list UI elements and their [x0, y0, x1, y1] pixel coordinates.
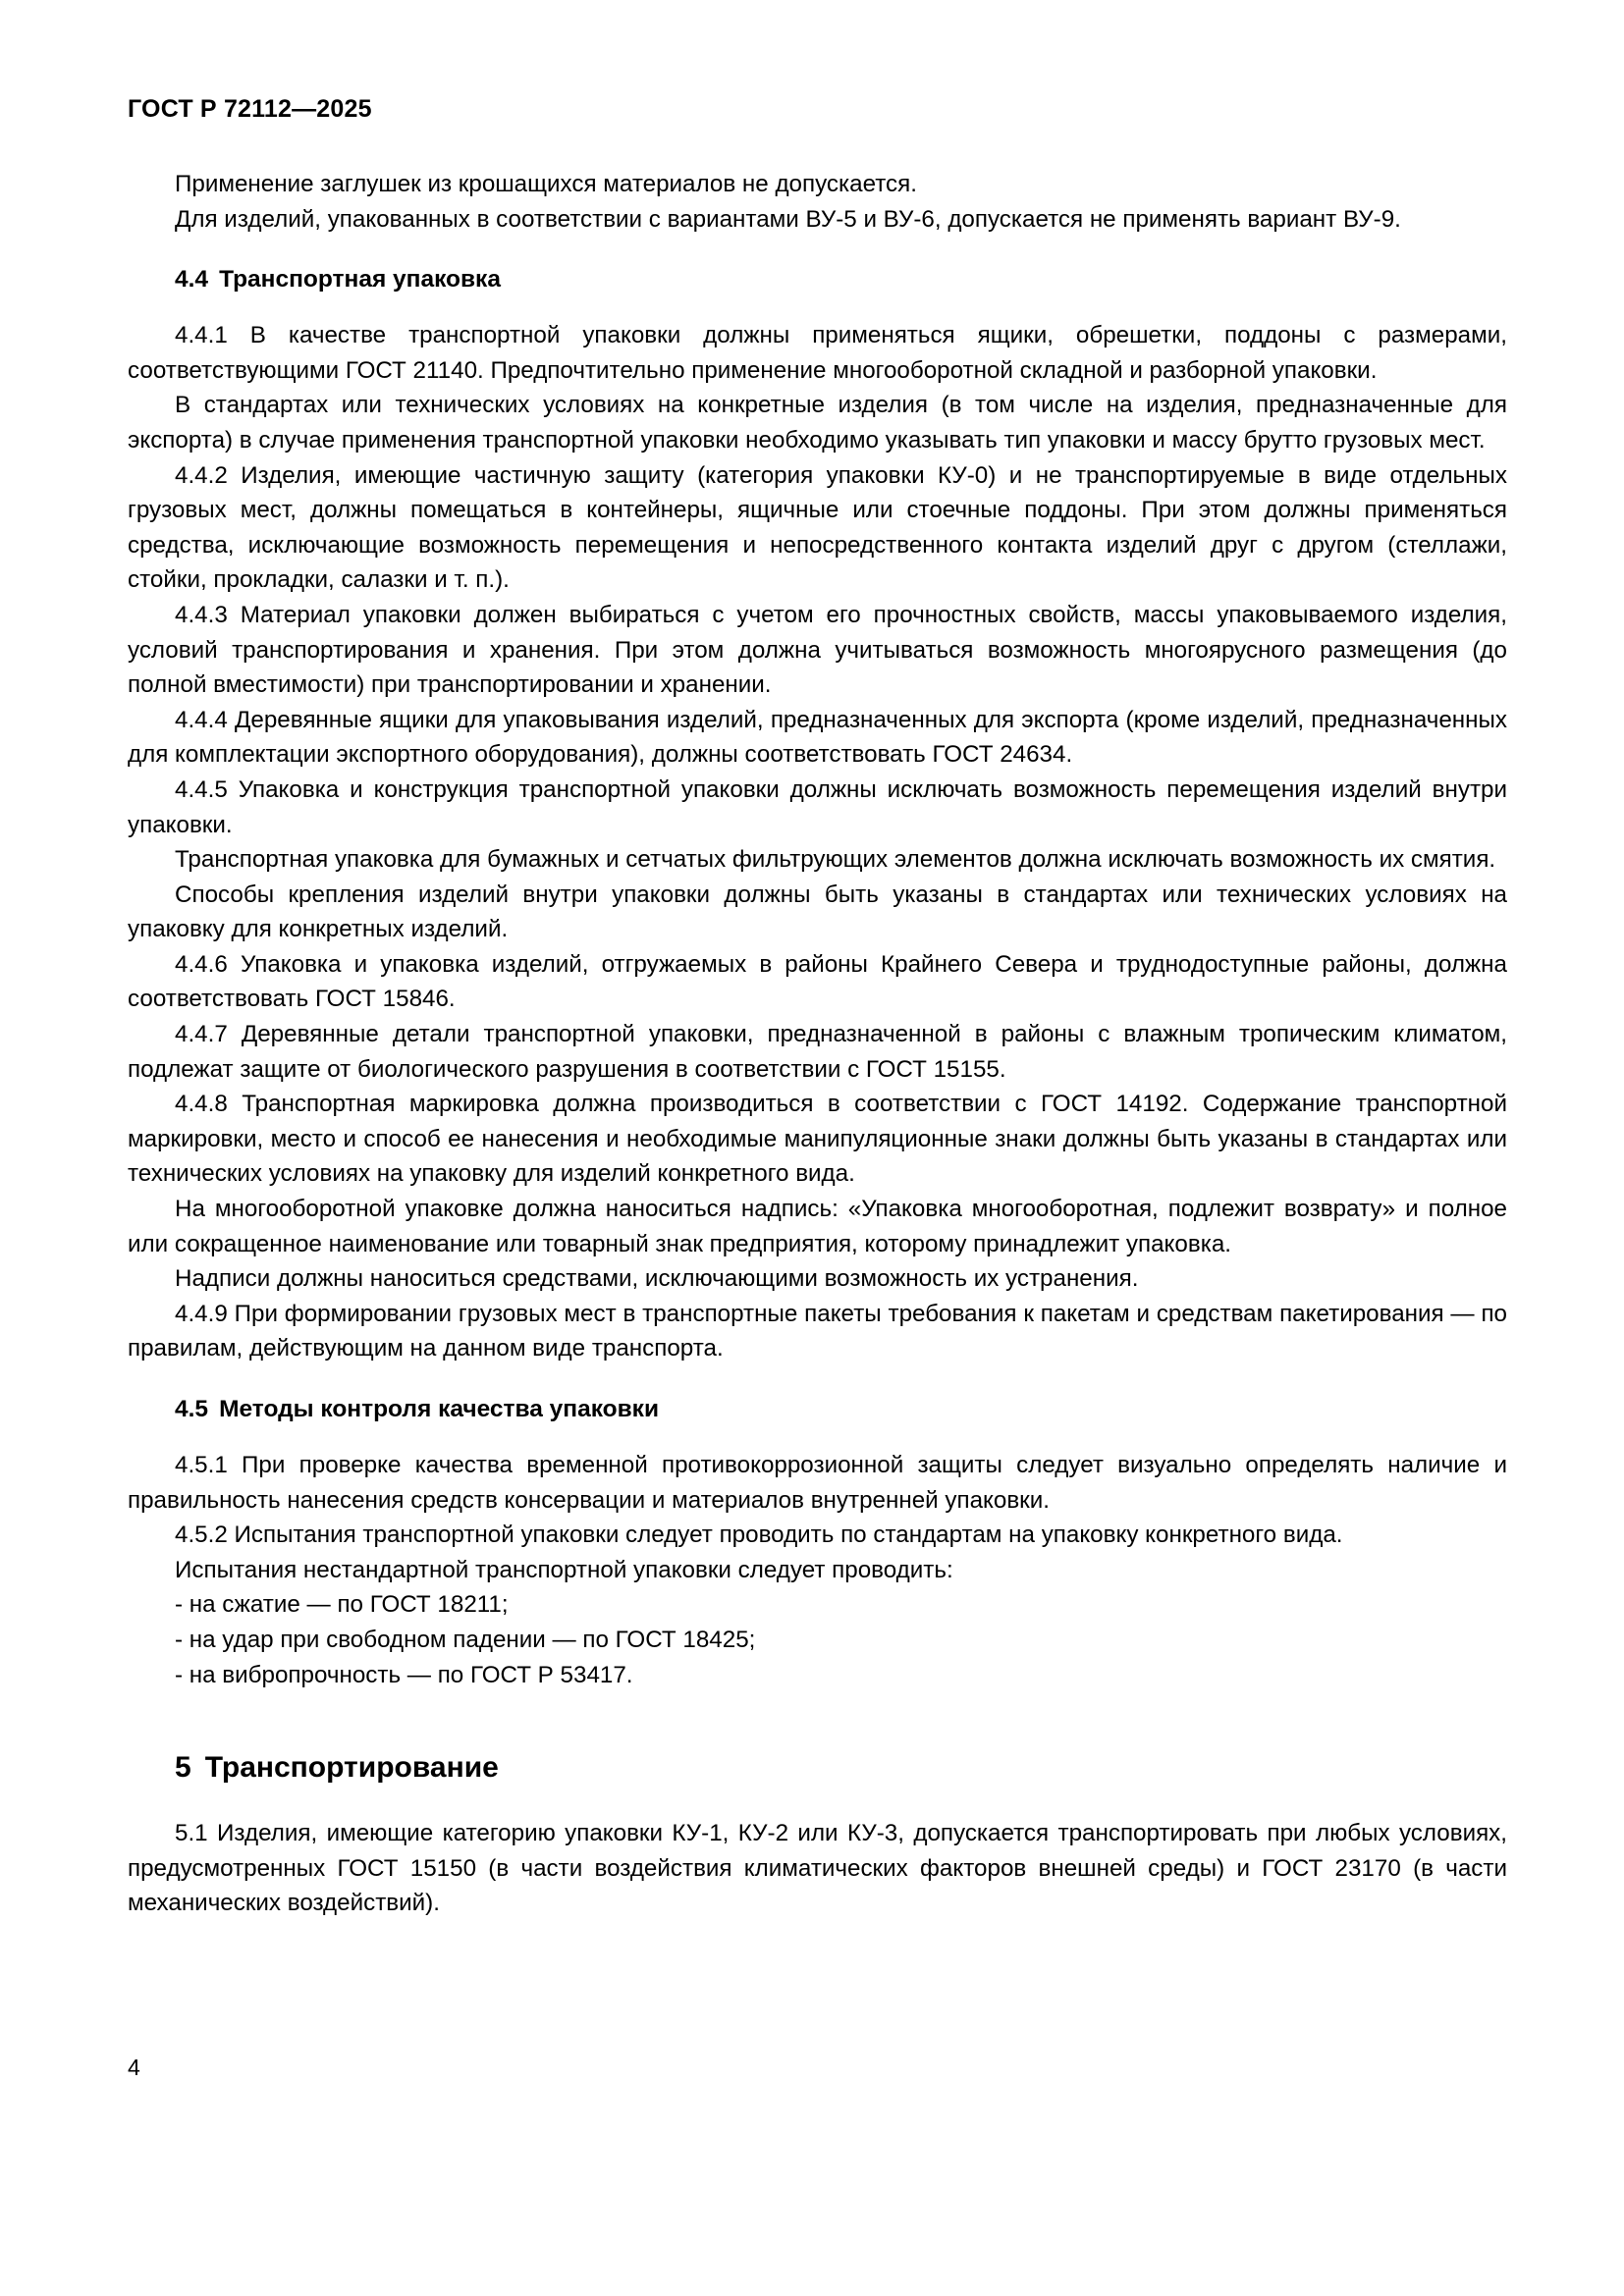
- clause-4-4-2: 4.4.2 Изделия, имеющие частичную защиту (категория упаковки КУ-0) и не транспортируемые в виде отдельных грузовых мест, должны помещаться в контейнеры, ящичные или стоечные поддоны. При этом должны применяться средства, исключающие возможность перемещения и непосредственного контакта изделий друг с другом (стеллажи, стойки, прокладки, салазки и т. п.).: [128, 461, 1507, 594]
- standard-header: ГОСТ Р 72112—2025: [128, 95, 372, 123]
- clause-4-4-4: 4.4.4 Деревянные ящики для упаковывания изделий, предназначенных для экспорта (кроме изделий, предназначенных для комплектации экспортного оборудования), должны соответствовать ГОСТ 24634.: [128, 706, 1507, 769]
- clause-4-4-8-cont-1: На многооборотной упаковке должна наноситься надпись: «Упаковка многооборотная, подлежит возврату» и полное или сокращенное наименование или товарный знак предприятия, которому принадлежит упаковка.: [128, 1196, 1507, 1257]
- page-number: 4: [128, 2055, 140, 2080]
- clause-4-4-5-cont-1: Транспортная упаковка для бумажных и сетчатых фильтрующих элементов должна исключать возможность их смятия.: [175, 846, 1496, 874]
- chapter-heading-5: [128, 1749, 1507, 1787]
- list-item: - на сжатие — по ГОСТ 18211;: [175, 1591, 509, 1619]
- clause-4-4-3: 4.4.3 Материал упаковки должен выбираться с учетом его прочностных свойств, массы упаковываемого изделия, условий транспортирования и хранения. При этом должна учитываться возможность многоярусного размещения (до полной вместимости) при транспортировании и хранении.: [128, 601, 1507, 699]
- section-title-4-5: Методы контроля качества упаковки: [219, 1396, 660, 1422]
- clause-4-4-9: 4.4.9 При формировании грузовых мест в транспортные пакеты требования к пакетам и средствам пакетирования — по правилам, действующим на данном виде транспорта.: [128, 1300, 1507, 1362]
- clause-4-4-1-cont: В стандартах или технических условиях на конкретные изделия (в том числе на изделия, предназначенные для экспорта) в случае применения транспортной упаковки необходимо указывать тип упаковки и массу брутто грузовых мест.: [128, 392, 1507, 454]
- section-heading-4-5: [128, 1392, 1507, 1426]
- chapter-title-5: Транспортирование: [204, 1751, 499, 1785]
- section-number-4-4: 4.4: [175, 266, 209, 294]
- list-item: - на вибропрочность — по ГОСТ Р 53417.: [175, 1661, 633, 1688]
- clause-5-1: 5.1 Изделия, имеющие категорию упаковки КУ-1, КУ-2 или КУ-3, допускается транспортировать при любых условиях, предусмотренных ГОСТ 15150 (в части воздействия климатических факторов внешней среды) и ГОСТ 23170 (в части механических воздействий).: [128, 1820, 1507, 1917]
- clause-4-4-5: 4.4.5 Упаковка и конструкция транспортной упаковки должны исключать возможность перемещения изделий внутри упаковки.: [128, 775, 1507, 838]
- clause-4-4-8-cont-2: Надписи должны наноситься средствами, исключающими возможность их устранения.: [175, 1265, 1139, 1293]
- clause-4-4-1: 4.4.1 В качестве транспортной упаковки должны применяться ящики, обрешетки, поддоны с размерами, соответствующими ГОСТ 21140. Предпочтительно применение многооборотной складной и разборной упаковки.: [128, 322, 1507, 384]
- paragraph-intro-1: Для изделий, упакованных в соответствии с вариантами ВУ-5 и ВУ-6, допускается не применять вариант ВУ-9.: [175, 205, 1401, 233]
- section-number-4-5: 4.5: [175, 1396, 209, 1422]
- clause-4-4-8: 4.4.8 Транспортная маркировка должна производиться в соответствии с ГОСТ 14192. Содержание транспортной маркировки, место и способ ее нанесения и необходимые манипуляционные знаки должны быть указаны в стандартах или технических условиях на упаковку для изделий конкретного вида.: [128, 1091, 1507, 1188]
- clause-4-4-7: 4.4.7 Деревянные детали транспортной упаковки, предназначенной в районы с влажным тропическим климатом, подлежат защите от биологического разрушения в соответствии с ГОСТ 15155.: [128, 1021, 1507, 1083]
- clause-4-5-2: 4.5.2 Испытания транспортной упаковки следует проводить по стандартам на упаковку конкретного вида.: [175, 1522, 1343, 1549]
- clause-4-5-1: 4.5.1 При проверке качества временной противокоррозионной защиты следует визуально определять наличие и правильность нанесения средств консервации и материалов внутренней упаковки.: [128, 1452, 1507, 1514]
- clause-4-5-2-cont: Испытания нестандартной транспортной упаковки следует проводить:: [175, 1556, 953, 1583]
- clause-4-4-5-cont-2: Способы крепления изделий внутри упаковки должны быть указаны в стандартах или технических условиях на упаковку для конкретных изделий.: [128, 881, 1507, 943]
- section-heading-4-4: [128, 262, 1507, 296]
- page-content: [128, 94, 1507, 1921]
- list-item: - на удар при свободном падении — по ГОСТ 18425;: [175, 1626, 756, 1653]
- chapter-number-5: 5: [175, 1751, 191, 1785]
- section-title-4-4: Транспортная упаковка: [219, 266, 501, 294]
- paragraph-intro-0: Применение заглушек из крошащихся материалов не допускается.: [175, 171, 917, 197]
- clause-4-4-6: 4.4.6 Упаковка и упаковка изделий, отгружаемых в районы Крайнего Севера и труднодоступные районы, должна соответствовать ГОСТ 15846.: [128, 950, 1507, 1013]
